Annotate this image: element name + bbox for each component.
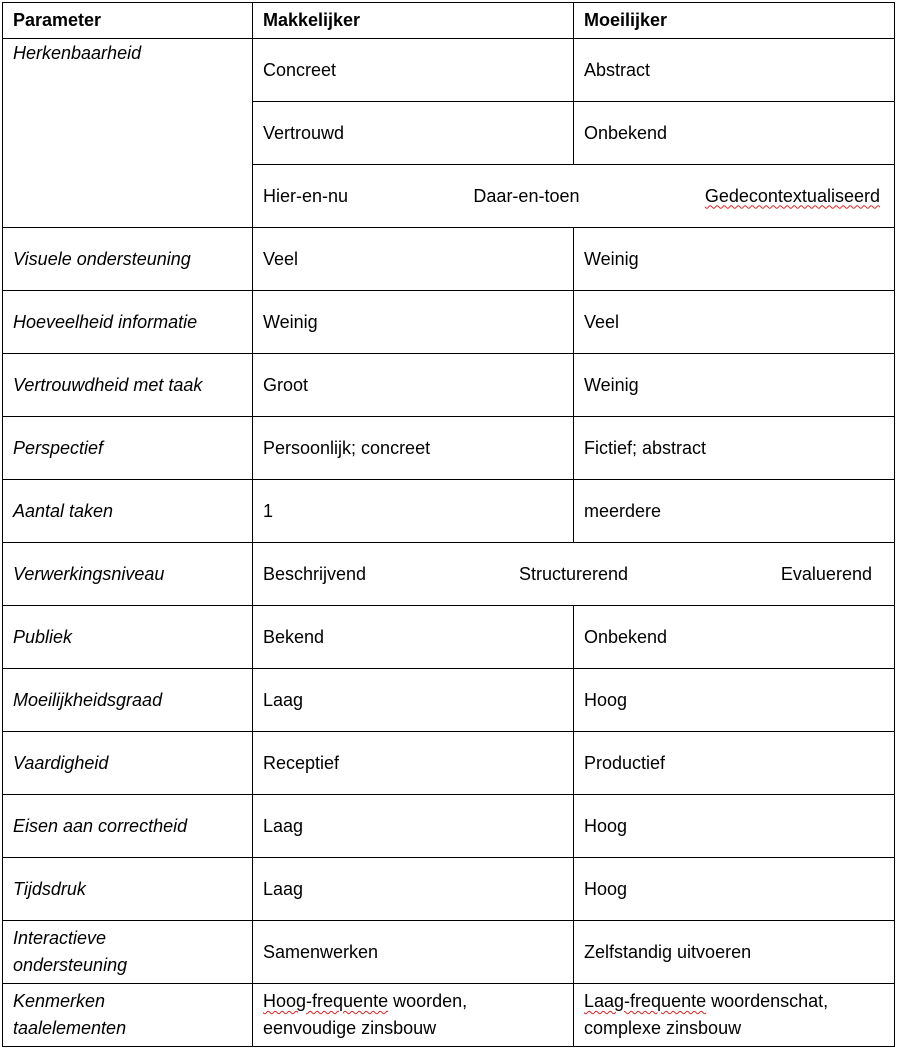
cell-harder: Hoog	[574, 858, 895, 921]
cell-easier: Persoonlijk; concreet	[253, 417, 574, 480]
cell-harder: Onbekend	[574, 606, 895, 669]
cell-text: complexe zinsbouw	[584, 1018, 742, 1038]
cell-easier: Weinig	[253, 291, 574, 354]
cell-easier: Concreet	[253, 39, 574, 102]
row-label: Perspectief	[3, 417, 253, 480]
cell-easier	[253, 984, 574, 1047]
cell-harder: Veel	[574, 291, 895, 354]
scale-item: Structurerend	[518, 563, 629, 584]
row-label-line: Interactieve	[13, 928, 107, 948]
cell-text: woorden,	[388, 991, 468, 1011]
cell-text: woordenschat,	[706, 991, 829, 1011]
row-label-line: taalelementen	[13, 1018, 127, 1038]
row-label: Vaardigheid	[3, 732, 253, 795]
cell-easier: Bekend	[253, 606, 574, 669]
header-easier: Makkelijker	[253, 3, 574, 39]
table-row	[3, 39, 895, 102]
spellcheck-word: Hoog-frequente	[263, 991, 389, 1011]
cell-harder: Onbekend	[574, 102, 895, 165]
row-label-line: Kenmerken	[13, 991, 106, 1011]
cell-harder: Weinig	[574, 354, 895, 417]
scale-item: Beschrijvend	[263, 563, 367, 584]
table-row	[3, 795, 895, 858]
row-label	[3, 984, 253, 1047]
cell-easier: Laag	[253, 669, 574, 732]
cell-text: eenvoudige zinsbouw	[263, 1018, 437, 1038]
table-row	[3, 984, 895, 1047]
text-cursor	[894, 165, 895, 191]
table-row	[3, 606, 895, 669]
row-label: Visuele ondersteuning	[3, 228, 253, 291]
cell-harder: meerdere	[574, 480, 895, 543]
row-label: Vertrouwdheid met taak	[3, 354, 253, 417]
row-label: Verwerkingsniveau	[3, 543, 253, 606]
table-row	[3, 732, 895, 795]
cell-easier: Receptief	[253, 732, 574, 795]
cell-harder	[574, 984, 895, 1047]
context-scale-cell	[253, 165, 895, 228]
table-row	[3, 480, 895, 543]
row-label: Moeilijkheidsgraad	[3, 669, 253, 732]
cell-easier: 1	[253, 480, 574, 543]
cell-harder: Hoog	[574, 795, 895, 858]
row-label: Aantal taken	[3, 480, 253, 543]
cell-harder: Hoog	[574, 669, 895, 732]
scale-item: Evaluerend	[780, 563, 872, 584]
cell-easier: Vertrouwd	[253, 102, 574, 165]
row-label: Publiek	[3, 606, 253, 669]
scale-item: Hier-en-nu	[263, 185, 349, 206]
table-row	[3, 543, 895, 606]
header-parameter: Parameter	[3, 3, 253, 39]
row-label	[3, 921, 253, 984]
cell-harder: Abstract	[574, 39, 895, 102]
spellcheck-word: Laag-frequente	[584, 991, 707, 1011]
table-row	[3, 921, 895, 984]
row-label-line: ondersteuning	[13, 955, 128, 975]
scale-item-spellcheck: Gedecontextualiseerd	[704, 185, 880, 206]
row-label: Eisen aan correctheid	[3, 795, 253, 858]
cell-easier: Samenwerken	[253, 921, 574, 984]
cell-harder: Weinig	[574, 228, 895, 291]
table-header-row	[3, 3, 895, 39]
cell-harder: Zelfstandig uitvoeren	[574, 921, 895, 984]
row-label: Herkenbaarheid	[3, 39, 253, 228]
cell-easier: Laag	[253, 795, 574, 858]
processing-scale-cell	[253, 543, 895, 606]
cell-easier: Laag	[253, 858, 574, 921]
row-label: Hoeveelheid informatie	[3, 291, 253, 354]
table-row	[3, 669, 895, 732]
scale-item: Daar-en-toen	[473, 185, 580, 206]
table-row	[3, 291, 895, 354]
cell-harder: Fictief; abstract	[574, 417, 895, 480]
difficulty-parameters-table	[2, 2, 895, 1047]
cell-harder: Productief	[574, 732, 895, 795]
table-row	[3, 228, 895, 291]
table-row	[3, 858, 895, 921]
cell-easier: Groot	[253, 354, 574, 417]
cell-easier: Veel	[253, 228, 574, 291]
row-label: Tijdsdruk	[3, 858, 253, 921]
header-harder: Moeilijker	[574, 3, 895, 39]
table-row	[3, 354, 895, 417]
table-row	[3, 417, 895, 480]
